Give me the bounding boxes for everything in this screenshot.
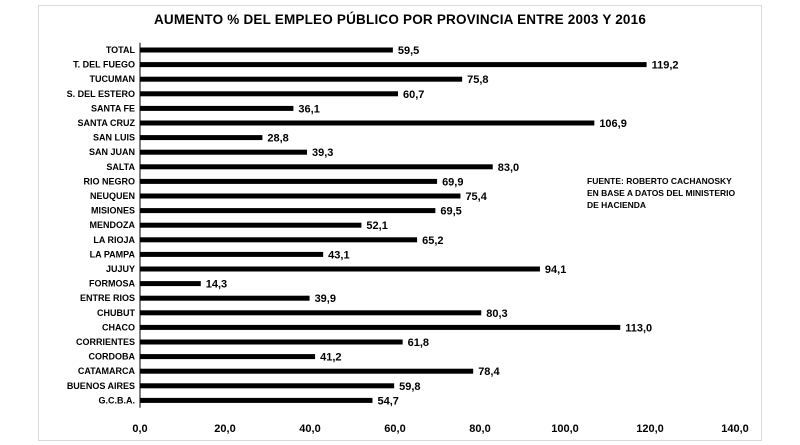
category-label: CHUBUT [97, 307, 135, 318]
source-annotation: FUENTE: ROBERTO CACHANOSKY EN BASE A DATOS DEL MINISTERIO DE HACIENDA [587, 176, 736, 210]
bar [140, 252, 323, 257]
bar [140, 179, 437, 184]
category-label: RIO NEGRO [83, 176, 135, 187]
bar [140, 208, 435, 213]
category-label: CORRIENTES [75, 337, 135, 347]
category-label: JUJUY [105, 264, 135, 274]
value-label: 39,9 [314, 293, 336, 306]
value-label: 61,8 [407, 337, 430, 349]
value-label: 41,2 [320, 351, 342, 364]
x-tick-label: 120,0 [636, 423, 664, 435]
bar [140, 135, 262, 140]
value-label: 59,8 [399, 380, 421, 393]
value-label: 59,5 [397, 45, 420, 57]
value-label: 36,1 [298, 103, 320, 116]
x-tick-label: 100,0 [551, 423, 579, 435]
category-label: FORMOSA [89, 278, 135, 289]
x-tick-label: 20,0 [214, 423, 236, 435]
bar [140, 121, 594, 126]
chart-title: AUMENTO % DEL EMPLEO PÚBLICO POR PROVINCIA ENTRE 2003 Y 2016 [153, 12, 647, 27]
category-label: LA RIOJA [93, 234, 135, 245]
value-label: 78,4 [478, 366, 500, 379]
x-tick-label: 80,0 [469, 423, 491, 435]
bar [140, 383, 394, 388]
category-label: SANTA FE [91, 103, 135, 114]
category-label: LA PAMPA [89, 249, 135, 260]
bar [140, 369, 473, 374]
value-label: 80,3 [486, 307, 508, 320]
category-label: SALTA [106, 161, 135, 172]
category-label: TUCUMAN [89, 74, 135, 85]
value-label: 60,7 [402, 88, 425, 101]
value-label: 83,0 [497, 161, 520, 174]
bar [140, 164, 493, 169]
x-tick-label: 60,0 [384, 423, 406, 435]
bar [140, 223, 361, 228]
category-label: ENTRE RIOS [79, 293, 135, 304]
category-label: TOTAL [105, 45, 135, 55]
value-label: 94,1 [544, 264, 567, 276]
category-label: CORDOBA [88, 351, 135, 362]
bar [140, 398, 372, 403]
value-label: 43,1 [328, 249, 350, 262]
x-tick-label: 40,0 [299, 423, 321, 435]
bar [140, 237, 417, 242]
value-label: 113,0 [625, 322, 653, 335]
category-label: SAN JUAN [88, 147, 135, 158]
value-label: 75,4 [465, 191, 487, 203]
bar [140, 325, 620, 330]
value-label: 119,2 [651, 59, 679, 72]
value-label: 39,3 [312, 147, 334, 160]
bar [140, 340, 403, 345]
value-label: 106,9 [599, 118, 627, 130]
bar [140, 106, 293, 111]
value-label: 52,1 [366, 220, 388, 233]
value-label: 65,2 [422, 234, 444, 247]
bar [140, 77, 462, 82]
category-label: CATAMARCA [77, 366, 135, 377]
value-label: 54,7 [377, 395, 399, 408]
category-label: CHACO [102, 322, 135, 333]
bar [140, 194, 460, 199]
category-label: MENDOZA [89, 220, 135, 231]
bar [140, 296, 310, 301]
value-label: 14,3 [205, 278, 228, 291]
value-label: 28,8 [267, 132, 289, 145]
category-label: G.C.B.A. [98, 395, 135, 406]
category-label: SANTA CRUZ [77, 118, 135, 128]
category-label: NEUQUEN [89, 191, 135, 201]
bar [140, 281, 201, 286]
bar [140, 310, 481, 315]
bar [140, 91, 398, 96]
category-label: T. DEL FUEGO [73, 59, 135, 70]
bar [140, 150, 307, 155]
category-label: S. DEL ESTERO [66, 88, 135, 99]
x-tick-label: 140,0 [721, 423, 749, 435]
bar [140, 48, 393, 53]
x-tick-label: 0,0 [132, 423, 148, 435]
category-label: SAN LUIS [92, 132, 135, 143]
bar [140, 62, 647, 67]
category-label: BUENOS AIRES [66, 380, 135, 391]
bar [140, 354, 315, 359]
value-label: 69,9 [442, 176, 464, 189]
value-label: 69,5 [440, 205, 462, 218]
bar [140, 267, 540, 272]
value-label: 75,8 [467, 74, 489, 87]
category-label: MISIONES [90, 205, 135, 216]
